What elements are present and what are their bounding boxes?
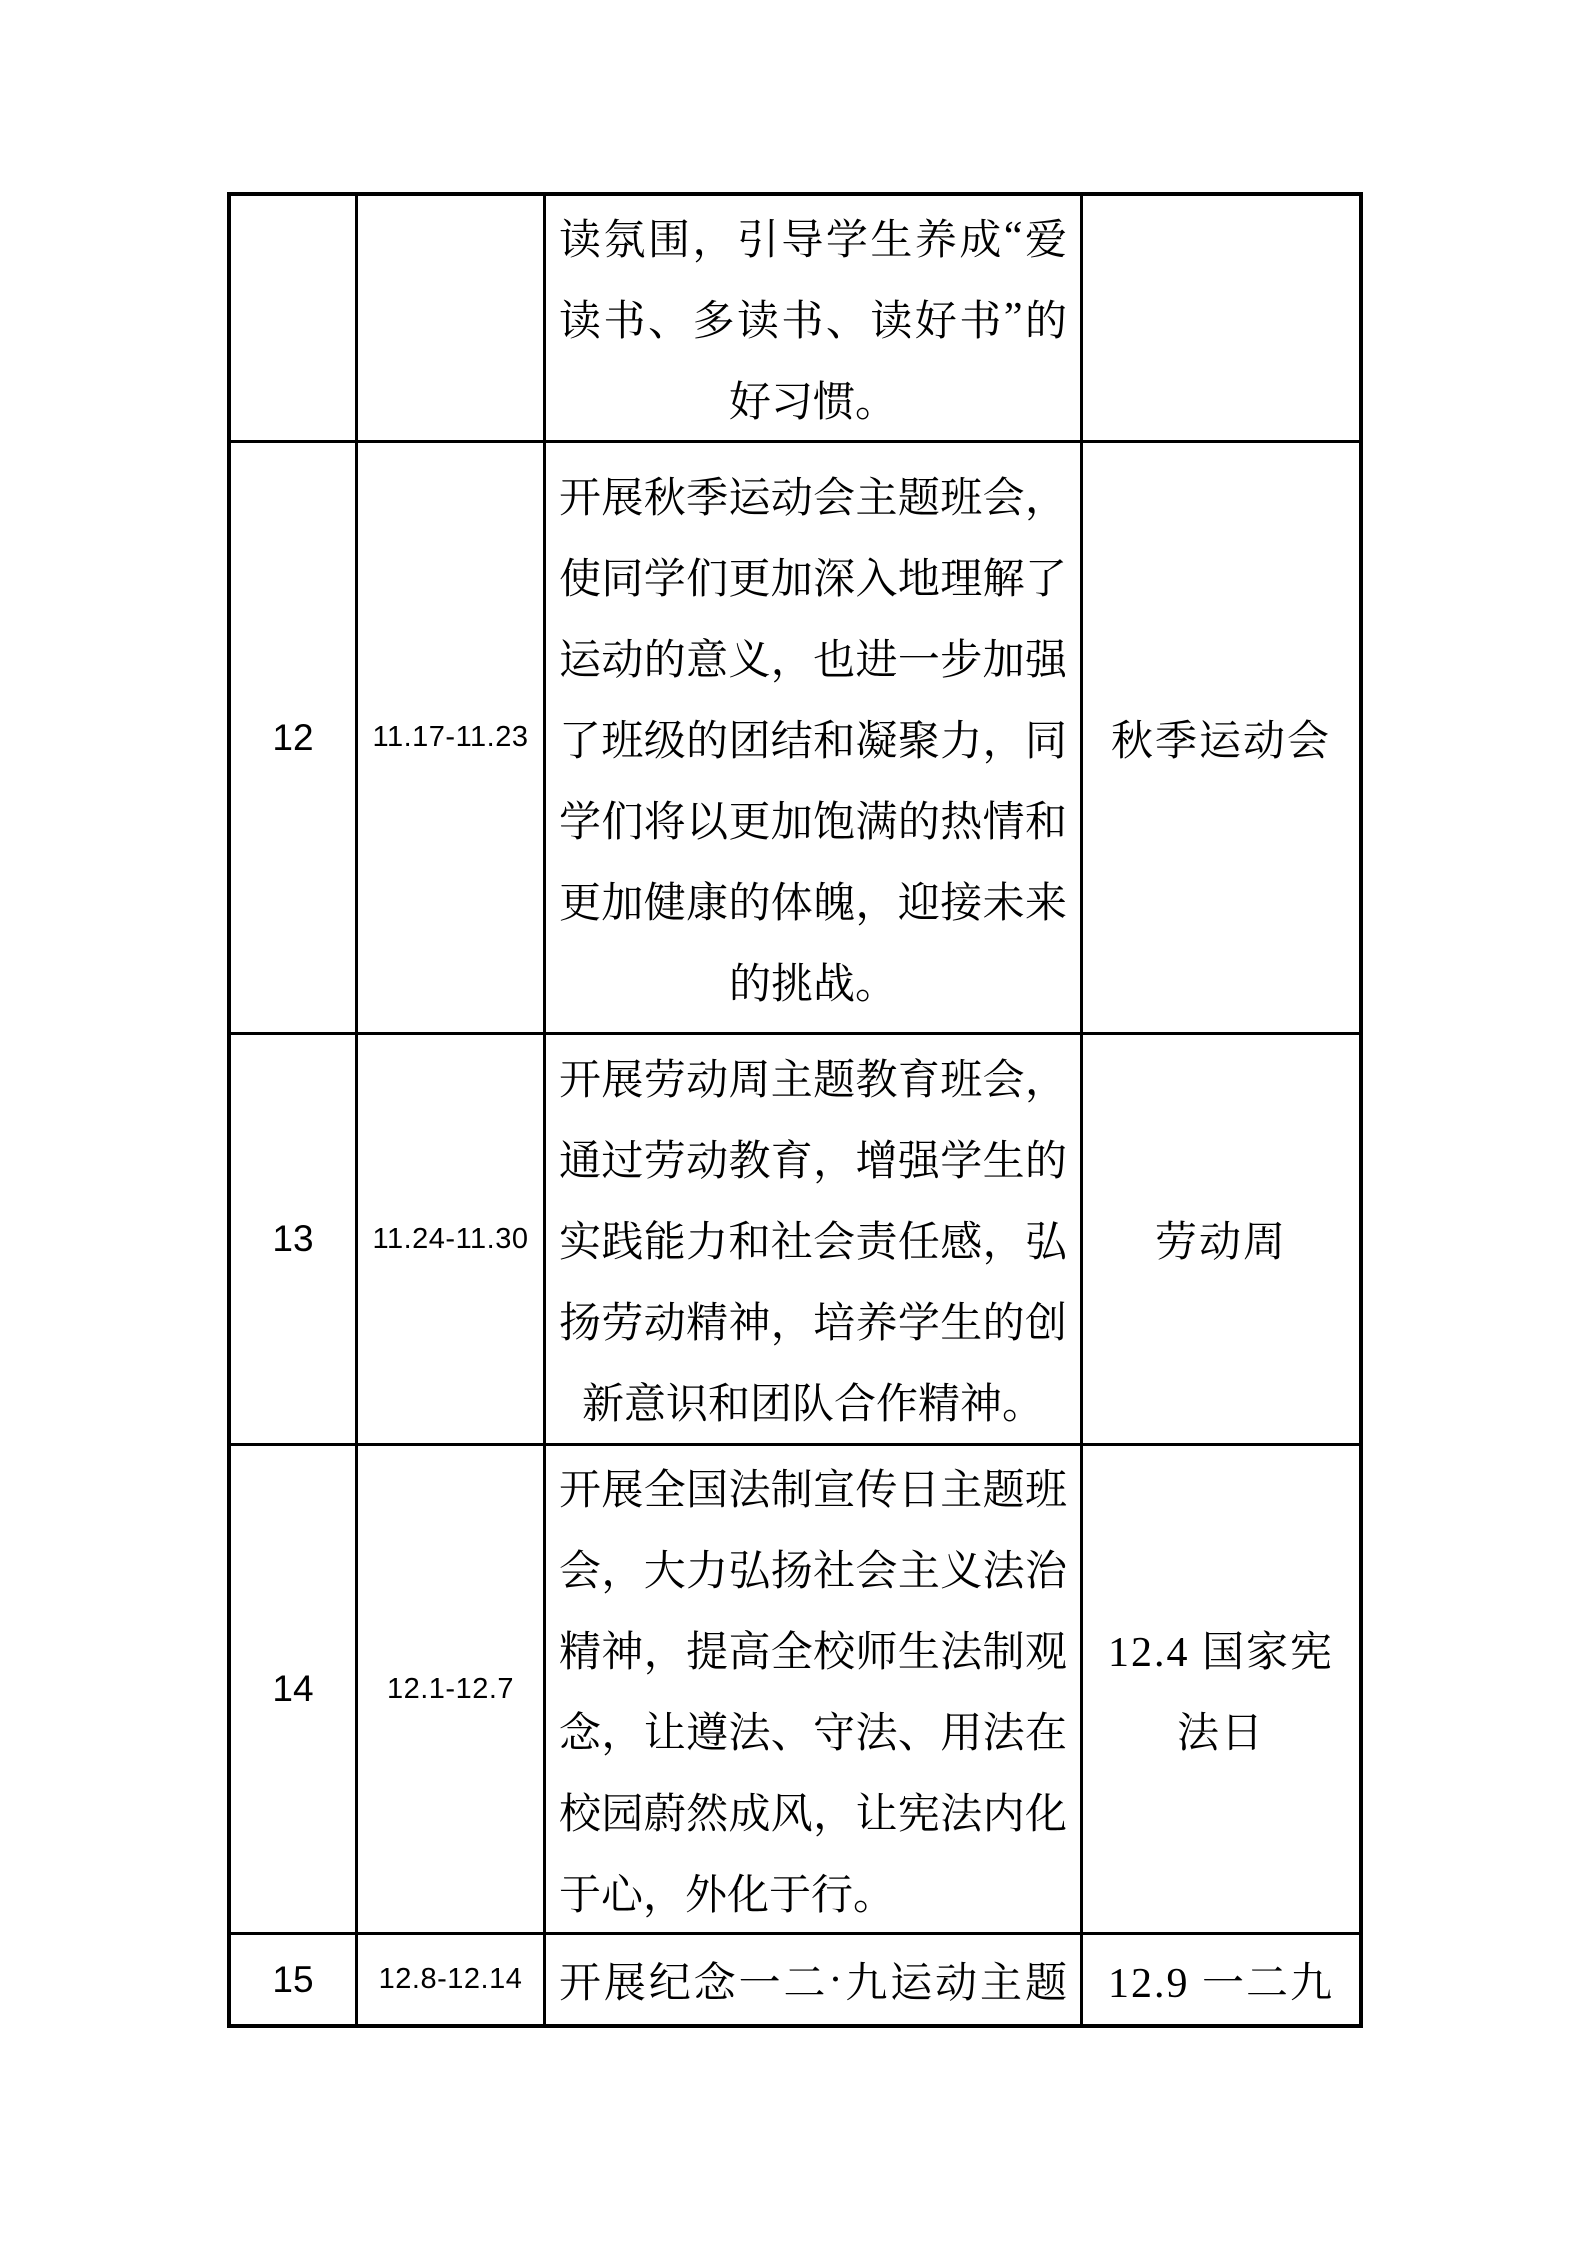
text-line: 12.4 国家宪	[1107, 1629, 1334, 1676]
date-cell-row-0	[358, 196, 546, 443]
text-line: 了 班 级 的 团 结 和 凝 聚 力 ， 同	[559, 718, 1067, 765]
activity-cell-row-2	[1083, 1035, 1359, 1446]
text-line: 扬 劳 动 精 神 ， 培 养 学 生 的 创	[559, 1301, 1067, 1347]
text-line: 开 展 劳 动 周 主 题 教 育 班 会 ，	[559, 1058, 1067, 1104]
week-cell-row-4: 15	[231, 1935, 358, 2024]
content-cell-row-0	[546, 196, 1083, 443]
date-cell-row-4: 12.8-12.14	[358, 1935, 546, 2024]
text-line: 念 ， 让 遵 法 、 守 法 、 用 法 在	[559, 1710, 1067, 1757]
text-line: 会 ， 大 力 弘 扬 社 会 主 义 法 治	[559, 1548, 1067, 1595]
content-cell-row-3	[546, 1446, 1083, 1935]
date-cell-row-3: 12.1-12.7	[358, 1446, 546, 1935]
text-line: 精 神 ， 提 高 全 校 师 生 法 制 观	[559, 1629, 1067, 1676]
date-cell-row-2: 11.24-11.30	[358, 1035, 546, 1446]
text-line: 使 同 学 们 更 加 深 入 地 理 解 了	[559, 556, 1067, 603]
text-line: 开 展 全 国 法 制 宣 传 日 主 题 班	[559, 1467, 1067, 1514]
week-cell-row-3: 14	[231, 1446, 358, 1935]
text-line: 开 展 纪 念 一 二 · 九 运 动 主 题	[559, 1956, 1067, 2007]
week-cell-row-0	[231, 196, 358, 443]
schedule-table	[227, 192, 1363, 2028]
text-line: 校 园 蔚 然 成 风 ， 让 宪 法 内 化	[559, 1791, 1067, 1838]
text-line: 12.9 一二九	[1107, 1960, 1334, 2007]
text-line: 学 们 将 以 更 加 饱 满 的 热 情 和	[559, 799, 1067, 846]
text-line: 更 加 健 康 的 体 魄 ， 迎 接 未 来	[559, 880, 1067, 927]
content-cell-row-1	[546, 443, 1083, 1035]
activity-cell-row-1	[1083, 443, 1359, 1035]
text-line: 运 动 的 意 义 ， 也 进 一 步 加 强	[559, 637, 1067, 684]
activity-cell-row-0	[1083, 196, 1359, 443]
text-line: 读 氛 围 ， 引 导 学 生 养 成 “ 爱	[559, 214, 1067, 264]
text-line: 于心，外化于行。	[559, 1872, 896, 1919]
text-line: 通 过 劳 动 教 育 ， 增 强 学 生 的	[559, 1139, 1067, 1185]
content-cell-row-4	[546, 1935, 1083, 2024]
activity-cell-row-4	[1083, 1935, 1359, 2024]
text-line: 的挑战。	[728, 961, 897, 1008]
date-cell-row-1: 11.17-11.23	[358, 443, 546, 1035]
text-line: 开 展 秋 季 运 动 会 主 题 班 会 ，	[559, 475, 1067, 522]
content-cell-row-2	[546, 1035, 1083, 1446]
week-cell-row-1: 12	[231, 443, 358, 1035]
text-line: 读 书 、 多 读 书 、 读 好 书 ” 的	[559, 295, 1067, 345]
activity-cell-row-3	[1083, 1446, 1359, 1935]
text-line: 劳动周	[1154, 1220, 1287, 1266]
week-cell-row-2: 13	[231, 1035, 358, 1446]
text-line: 实 践 能 力 和 社 会 责 任 感 ， 弘	[559, 1220, 1067, 1266]
text-line: 新意识和团队合作精神。	[581, 1382, 1044, 1428]
text-line: 法日	[1176, 1710, 1265, 1757]
text-line: 秋季运动会	[1110, 718, 1331, 765]
text-line: 好习惯。	[728, 380, 897, 426]
